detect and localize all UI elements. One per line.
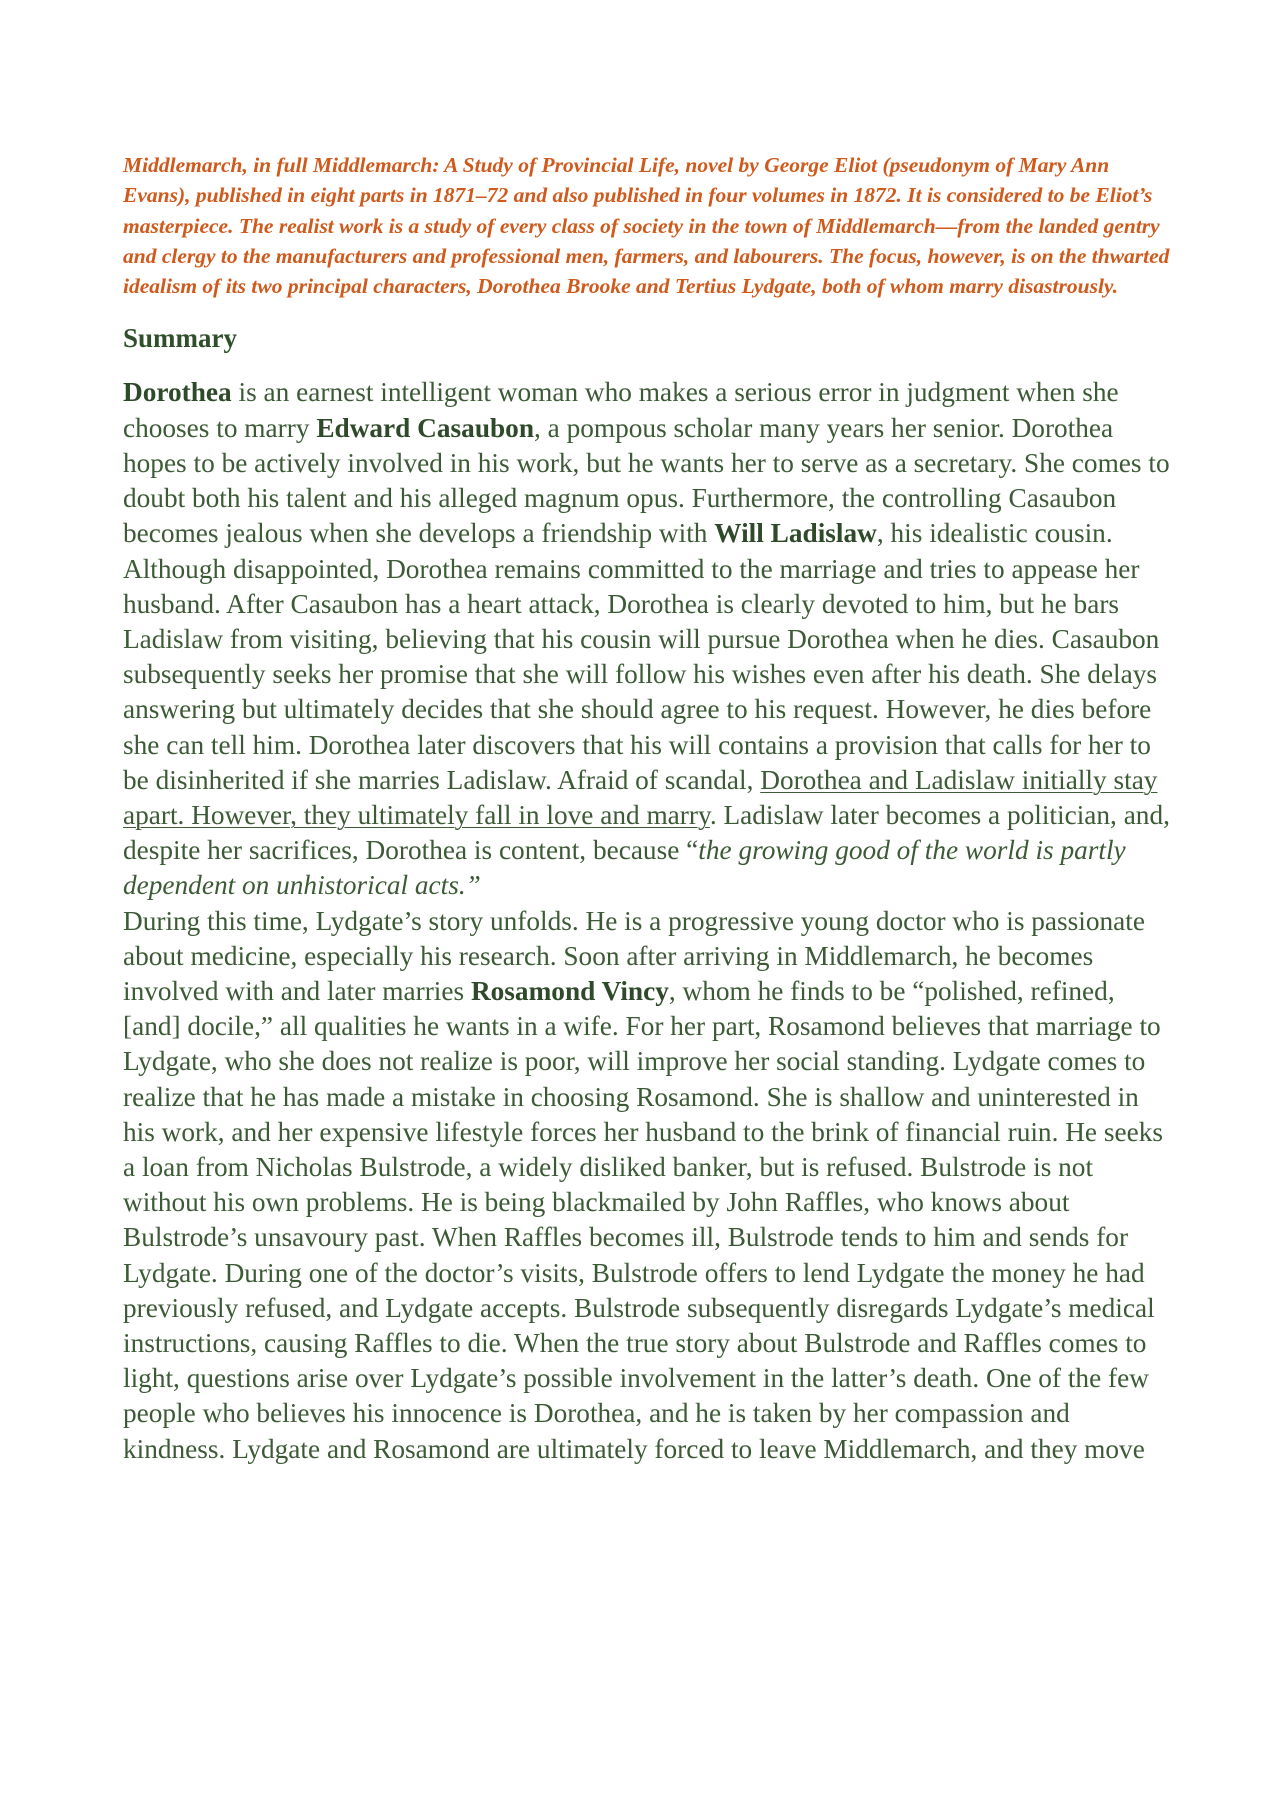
character-name-rosamond: Rosamond Vincy (470, 975, 669, 1006)
intro-paragraph: Middlemarch, in full Middlemarch: A Study of Provincial Life, novel by George Eliot (pseudonym of Mary Ann Evans), published in eight parts in 1871–72 and also published in four volumes in 1872. It is considered to be Eliot’s masterpiece. The realist work is a study of every class of society in the town of Middlemarch—from the landed gentry and clergy to the manufacturers and professional men, farmers, and labourers. The focus, however, is on the thwarted idealism of its two principal characters, Dorothea Brooke and Tertius Lydgate, both of whom marry disastrously. (123, 153, 1170, 299)
text-span: . Ladislaw later becomes a politician, and, despite her sacrifices, Dorothea is content, because “ (123, 799, 1170, 866)
character-name-dorothea: Dorothea (123, 377, 232, 408)
text-span: , whom he finds to be “polished, refined, [and] docile,” all qualities he wants in a wife. For her part, Rosamond believes that marriage to Lydgate, who she does not realize is poor, will improve her social standing. Lydgate comes to realize that he has made a mistake in choosing Rosamond. She is shallow and uninterested in his work, and her expensive lifestyle forces her husband to the brink of financial ruin. He seeks a loan from Nicholas Bulstrode, a widely disliked banker, but is refused. Bulstrode is not without his own problems. He is being blackmailed by John Raffles, who knows about Bulstrode’s unsavoury past. When Raffles becomes ill, Bulstrode tends to him and sends for Lydgate. During one of the doctor’s visits, Bulstrode offers to lend Lydgate the money he had previously refused, and Lydgate accepts. Bulstrode subsequently disregards Lydgate’s medical instructions, causing Raffles to die. When the true story about Bulstrode and Raffles comes to light, questions arise over Lydgate’s possible involvement in the latter’s death. One of the few people who believes his innocence is Dorothea, and he is taken by her compassion and kindness. Lydgate and Rosamond are ultimately forced to leave Middlemarch, and they move (123, 975, 1164, 1464)
summary-paragraph-1 (123, 375, 1173, 903)
summary-heading: Summary (123, 323, 237, 354)
text-span: , his idealistic cousin. Although disappointed, Dorothea remains committed to the marriage and tries to appease her husband. After Casaubon has a heart attack, Dorothea is clearly devoted to him, but he bars Ladislaw from visiting, believing that his cousin will pursue Dorothea when he dies. Casaubon subsequently seeks her promise that she will follow his wishes even after his death. She delays answering but ultimately decides that she should agree to his request. However, he dies before she can tell him. Dorothea later discovers that his will contains a provision that calls for her to be disinherited if she marries Ladislaw. Afraid of scandal, (123, 518, 1160, 795)
underlined-text: Dorothea and Ladislaw initially stay apart. However, they ultimately fall in love and marry (123, 764, 1158, 830)
text-span: is an earnest intelligent woman who makes a serious error in judgment when she chooses to marry (123, 377, 1119, 443)
italic-quote: the growing good of the world is partly dependent on unhistorical acts.” (123, 835, 1126, 901)
text-span: , a pompous scholar many years her senior. Dorothea hopes to be actively involved in his work, but he wants her to serve as a secretary. She comes to doubt both his talent and his alleged magnum opus. Furthermore, the controlling Casaubon becomes jealous when she develops a friendship with (123, 412, 1170, 549)
text-span: During this time, Lydgate’s story unfolds. He is a progressive young doctor who is passionate about medicine, especially his research. Soon after arriving in Middlemarch, he becomes involved with and later marries (123, 905, 1145, 1006)
character-name-ladislaw: Will Ladislaw (714, 518, 877, 549)
summary-paragraph-2 (123, 904, 1173, 1467)
document-page (123, 150, 1173, 1467)
character-name-casaubon: Edward Casaubon (316, 412, 535, 443)
